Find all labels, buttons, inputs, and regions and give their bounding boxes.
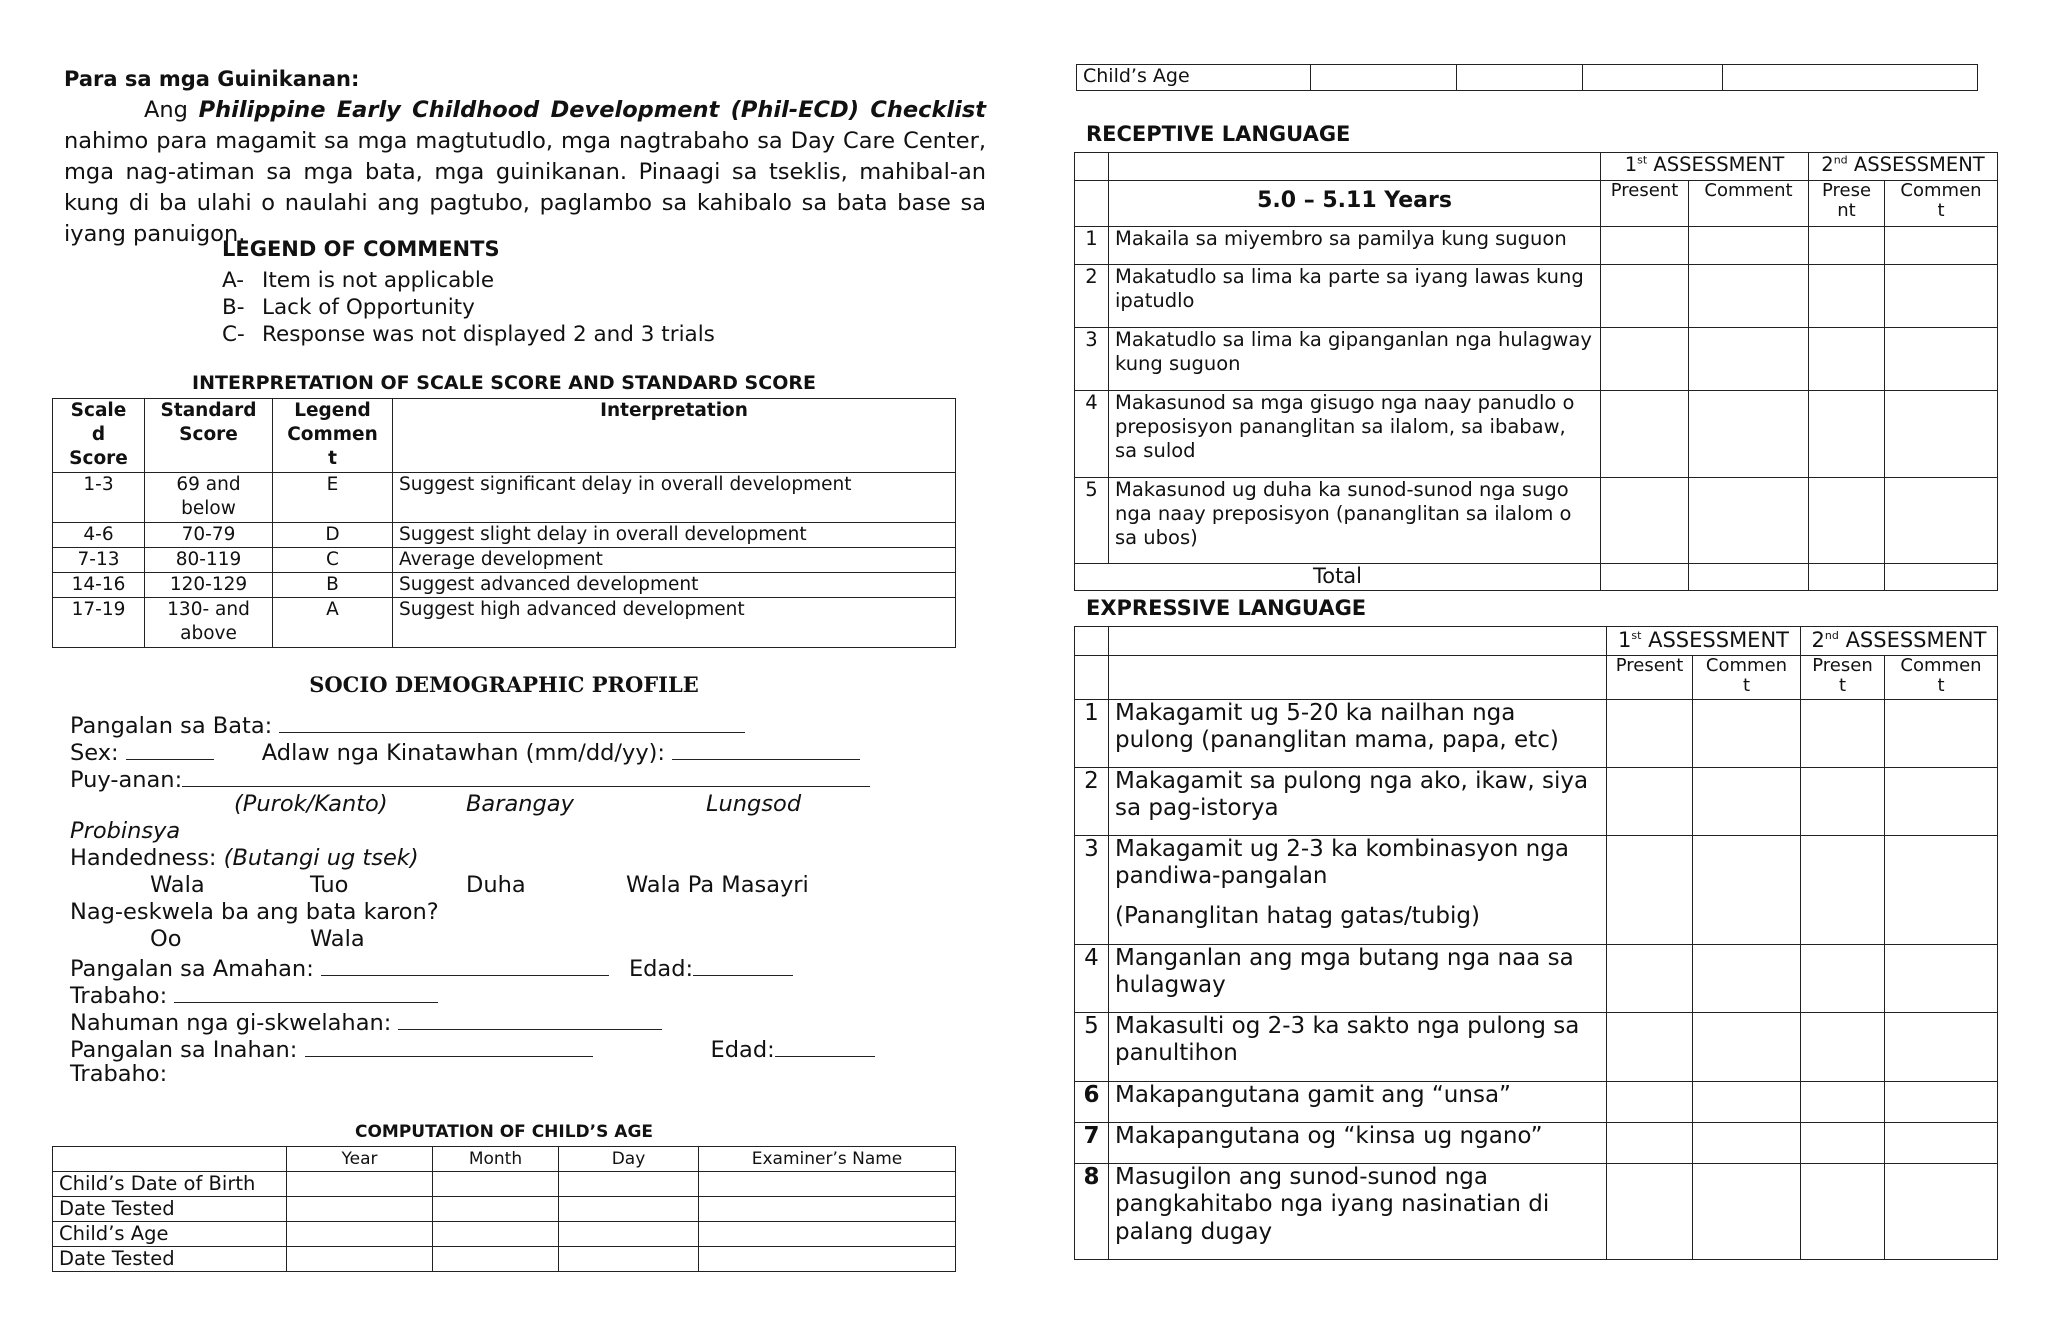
cell[interactable] (287, 1222, 433, 1247)
father-name-field[interactable] (321, 953, 609, 976)
cell: Suggest significant delay in overall development (393, 473, 956, 523)
row-label: Child’s Age (1077, 65, 1311, 91)
first-assessment-header (1607, 627, 1801, 656)
cell: B (273, 573, 393, 598)
cell[interactable] (1809, 564, 1885, 591)
cell[interactable] (699, 1247, 956, 1272)
cell[interactable] (433, 1247, 559, 1272)
comment-header: Comment (1689, 181, 1809, 227)
item-text: Makaila sa miyembro sa pamilya kung suguon (1109, 227, 1601, 265)
cell[interactable] (1693, 1163, 1801, 1259)
cell[interactable] (1689, 478, 1809, 564)
cell[interactable] (1801, 944, 1885, 1012)
cell[interactable] (1693, 1122, 1801, 1163)
present-header: Presen t (1801, 655, 1885, 699)
header-year: Year (287, 1147, 433, 1172)
cell: A (273, 598, 393, 648)
sex-field[interactable] (126, 737, 214, 760)
table-row (1075, 944, 1998, 1012)
ordinal-number: 1 (1618, 628, 1632, 652)
item-text: Makasulti og 2-3 ka sakto nga pulong sa panultihon (1109, 1012, 1607, 1081)
cell[interactable] (1693, 835, 1801, 944)
assessment-label: ASSESSMENT (1648, 628, 1789, 652)
cell[interactable] (1801, 835, 1885, 944)
birthdate-field[interactable] (672, 737, 860, 760)
child-name-label: Pangalan sa Bata: (70, 713, 273, 739)
cell: 4-6 (53, 523, 145, 548)
age-range-header: 5.0 – 5.11 Years (1109, 181, 1601, 227)
cell[interactable] (1885, 265, 1998, 328)
cell[interactable] (1693, 944, 1801, 1012)
table-row (1075, 478, 1998, 564)
item-number: 4 (1075, 391, 1109, 478)
cell[interactable] (1607, 767, 1693, 835)
ordinal-suffix: nd (1824, 629, 1839, 642)
ordinal-suffix: st (1631, 629, 1642, 642)
table-row (1075, 835, 1998, 944)
table-row (53, 598, 956, 648)
birthdate-label: Adlaw nga Kinatawhan (mm/dd/yy): (261, 740, 666, 766)
cell[interactable] (1583, 65, 1723, 91)
table-row (1075, 699, 1998, 767)
cell: 14-16 (53, 573, 145, 598)
item-text-example: (Pananglitan hatag gatas/tubig) (1115, 902, 1480, 929)
cell[interactable] (1693, 767, 1801, 835)
cell[interactable] (1607, 1081, 1693, 1122)
table-row (1075, 328, 1998, 391)
father-age-field[interactable] (693, 953, 793, 976)
interpretation-title: INTERPRETATION OF SCALE SCORE AND STANDARD SCORE (192, 372, 816, 394)
cell[interactable] (1885, 328, 1998, 391)
cell: Average development (393, 548, 956, 573)
cell: C (273, 548, 393, 573)
header-legend-comment: Legend Commen t (273, 399, 393, 473)
table-row (1075, 767, 1998, 835)
cell[interactable] (1601, 265, 1689, 328)
table-row (53, 473, 956, 523)
item-text: Makapangutana gamit ang “unsa” (1109, 1081, 1607, 1122)
cell[interactable] (1457, 65, 1583, 91)
cell[interactable] (1809, 391, 1885, 478)
cell[interactable] (1689, 328, 1809, 391)
cell: 1-3 (53, 473, 145, 523)
cell[interactable] (1607, 1122, 1693, 1163)
computation-table (52, 1146, 956, 1272)
table-row (1075, 1163, 1998, 1259)
expressive-language-title: EXPRESSIVE LANGUAGE (1086, 596, 1367, 620)
comment-header: Commen t (1693, 655, 1801, 699)
item-text: Manganlan ang mga butang nga naa sa hulagway (1109, 944, 1607, 1012)
cell[interactable] (559, 1172, 699, 1197)
lungsod-label: Lungsod (706, 791, 802, 817)
item-number: 5 (1075, 478, 1109, 564)
cell[interactable] (1693, 699, 1801, 767)
legend-text: Item is not applicable (262, 268, 495, 293)
cell[interactable] (433, 1172, 559, 1197)
cell[interactable] (1885, 391, 1998, 478)
hand-option-wala-pa-masayri[interactable]: Wala Pa Masayri (626, 872, 809, 898)
handedness-hint: (Butangi ug tsek) (223, 845, 419, 871)
cell[interactable] (1723, 65, 1978, 91)
item-text: Makagamit ug 5-20 ka nailhan nga pulong (pananglitan mama, papa, etc) (1109, 699, 1607, 767)
table-row (1075, 227, 1998, 265)
cell: Suggest high advanced development (393, 598, 956, 648)
legend-text: Lack of Opportunity (262, 295, 475, 320)
table-row (1075, 1012, 1998, 1081)
ordinal-suffix: nd (1833, 153, 1848, 167)
item-number: 3 (1075, 328, 1109, 391)
cell[interactable] (1693, 1081, 1801, 1122)
intro-lead: Ang (144, 97, 188, 123)
item-number: 2 (1075, 265, 1109, 328)
cell[interactable] (699, 1172, 956, 1197)
school-option-oo[interactable]: Oo (150, 926, 182, 952)
childs-age-row (1076, 64, 1978, 91)
cell[interactable] (699, 1197, 956, 1222)
intro-paragraph (64, 95, 986, 250)
cell[interactable] (1689, 265, 1809, 328)
ordinal-number: 1 (1624, 153, 1638, 176)
receptive-language-table (1074, 152, 1998, 591)
legend-of-comments (222, 236, 715, 348)
child-name-field[interactable] (279, 710, 745, 733)
cell[interactable] (1885, 835, 1998, 944)
item-number: 2 (1075, 767, 1109, 835)
cell[interactable] (1801, 1012, 1885, 1081)
legend-item (222, 267, 715, 294)
legend-key: B- (222, 295, 245, 320)
assessment-label: ASSESSMENT (1853, 153, 1985, 176)
table-row (53, 573, 956, 598)
cell[interactable] (1607, 1012, 1693, 1081)
mother-name-field[interactable] (305, 1034, 593, 1057)
legend-text: Response was not displayed 2 and 3 trials (262, 322, 715, 347)
header-scaled-score: Scale d Score (53, 399, 145, 473)
table-row (53, 1222, 956, 1247)
address-field[interactable] (182, 764, 870, 787)
father-age-label: Edad: (628, 956, 694, 982)
item-number: 5 (1075, 1012, 1109, 1081)
present-header: Present (1607, 655, 1693, 699)
cell[interactable] (287, 1172, 433, 1197)
intro-heading: Para sa mga Guinikanan: (64, 67, 360, 91)
cell[interactable] (559, 1222, 699, 1247)
cell[interactable] (1689, 391, 1809, 478)
cell (1075, 153, 1109, 181)
assessment-label: ASSESSMENT (1653, 153, 1785, 176)
school-question: Nag-eskwela ba ang bata karon? (70, 899, 439, 925)
cell[interactable] (1885, 1163, 1998, 1259)
item-text-main: Makagamit ug 2-3 ka kombinasyon nga pandiwa-pangalan (1115, 835, 1569, 889)
table-row (1075, 1081, 1998, 1122)
hand-option-tuo[interactable]: Tuo (310, 872, 349, 898)
cell (1109, 627, 1607, 656)
cell: 7-13 (53, 548, 145, 573)
mother-age-field[interactable] (775, 1034, 875, 1057)
interpretation-table (52, 398, 956, 648)
cell[interactable] (1801, 699, 1885, 767)
education-label: Nahuman nga gi-skwelahan: (70, 1010, 392, 1036)
present-header: Prese nt (1809, 181, 1885, 227)
receptive-language-title: RECEPTIVE LANGUAGE (1086, 122, 1351, 146)
cell[interactable] (1801, 1122, 1885, 1163)
row-label: Date Tested (53, 1247, 287, 1272)
cell[interactable] (1311, 65, 1457, 91)
cell: 120-129 (145, 573, 273, 598)
cell: E (273, 473, 393, 523)
cell[interactable] (1885, 1081, 1998, 1122)
intro-body: nahimo para magamit sa mga magtutudlo, mga nagtrabaho sa Day Care Center, mga nag-atiman sa mga bata, mga guinikanan. Pinaagi sa tseklis, mahibal-an kung di ba ulahi o naulahi ang pagtubo, paglambo sa kahibalo sa bata base sa iyang panuigon. (64, 128, 986, 247)
cell: 69 and below (145, 473, 273, 523)
cell[interactable] (1885, 1012, 1998, 1081)
cell: 130- and above (145, 598, 273, 648)
cell (1075, 181, 1109, 227)
item-text: Makatudlo sa lima ka gipanganlan nga hulagway kung suguon (1109, 328, 1601, 391)
header-month: Month (433, 1147, 559, 1172)
table-row (1075, 391, 1998, 478)
cell[interactable] (699, 1222, 956, 1247)
cell[interactable] (1885, 564, 1998, 591)
header-standard-score: Standard Score (145, 399, 273, 473)
expressive-language-table (1074, 626, 1998, 1260)
cell[interactable] (1809, 227, 1885, 265)
total-row (1075, 564, 1998, 591)
cell[interactable] (1801, 1163, 1885, 1259)
cell[interactable] (1809, 478, 1885, 564)
checklist-title: Philippine Early Childhood Development (Phil-ECD) Checklist (198, 97, 986, 123)
cell[interactable] (1885, 1122, 1998, 1163)
job-label: Trabaho: (70, 983, 168, 1009)
cell (1109, 153, 1601, 181)
second-assessment-header (1809, 153, 1998, 181)
cell[interactable] (1601, 391, 1689, 478)
cell[interactable] (1601, 564, 1689, 591)
cell[interactable] (1809, 328, 1885, 391)
header-examiner: Examiner’s Name (699, 1147, 956, 1172)
header-blank (53, 1147, 287, 1172)
intro-section (64, 64, 986, 250)
cell[interactable] (559, 1197, 699, 1222)
job-field[interactable] (174, 980, 438, 1003)
cell[interactable] (1801, 1081, 1885, 1122)
header-interpretation: Interpretation (393, 399, 956, 473)
cell[interactable] (1607, 699, 1693, 767)
total-label: Total (1075, 564, 1601, 591)
cell[interactable] (1885, 767, 1998, 835)
mother-job-label: Trabaho: (70, 1061, 168, 1087)
cell: 70-79 (145, 523, 273, 548)
school-option-wala[interactable]: Wala (310, 926, 365, 952)
item-text: Masugilon ang sunod-sunod nga pangkahitabo nga iyang nasinatian di palang dugay (1109, 1163, 1607, 1259)
legend-key: C- (222, 322, 245, 347)
first-assessment-header (1601, 153, 1809, 181)
barangay-label: Barangay (466, 791, 574, 817)
cell[interactable] (433, 1222, 559, 1247)
cell[interactable] (1689, 564, 1809, 591)
item-number: 4 (1075, 944, 1109, 1012)
cell[interactable] (1885, 478, 1998, 564)
assessment-label: ASSESSMENT (1845, 628, 1987, 652)
mother-age-label: Edad: (710, 1037, 775, 1063)
cell[interactable] (1885, 699, 1998, 767)
cell[interactable] (287, 1247, 433, 1272)
probinsya-label: Probinsya (70, 818, 181, 844)
item-text: Makasunod sa mga gisugo nga naay panudlo o preposisyon pananglitan sa ilalom, sa ibabaw, sa sulod (1109, 391, 1601, 478)
cell[interactable] (1885, 944, 1998, 1012)
cell[interactable] (1601, 328, 1689, 391)
cell[interactable] (1689, 227, 1809, 265)
hand-option-wala[interactable]: Wala (150, 872, 205, 898)
cell: 80-119 (145, 548, 273, 573)
cell (1075, 627, 1109, 656)
item-text (1109, 835, 1607, 944)
comment-header: Commen t (1885, 655, 1998, 699)
item-number: 7 (1075, 1122, 1109, 1163)
item-number: 1 (1075, 227, 1109, 265)
table-row (53, 523, 956, 548)
sex-label: Sex: (70, 740, 119, 766)
cell[interactable] (1607, 1163, 1693, 1259)
cell: Suggest slight delay in overall development (393, 523, 956, 548)
cell[interactable] (1801, 767, 1885, 835)
table-row (53, 1172, 956, 1197)
item-text: Makatudlo sa lima ka parte sa iyang lawas kung ipatudlo (1109, 265, 1601, 328)
cell[interactable] (1601, 227, 1689, 265)
legend-item (222, 321, 715, 348)
legend-item (222, 294, 715, 321)
address-label: Puy-anan: (70, 767, 183, 793)
table-row (53, 1247, 956, 1272)
row-label: Child’s Age (53, 1222, 287, 1247)
item-number: 6 (1075, 1081, 1109, 1122)
computation-title: COMPUTATION OF CHILD’S AGE (354, 1122, 654, 1142)
cell[interactable] (433, 1197, 559, 1222)
ordinal-number: 2 (1821, 153, 1834, 176)
comment-header: Commen t (1885, 181, 1998, 227)
table-row (1075, 1122, 1998, 1163)
father-name-label: Pangalan sa Amahan: (70, 956, 314, 982)
item-text: Makasunod ug duha ka sunod-sunod nga sugo nga naay preposisyon (pananglitan sa ilalom o sa ubos) (1109, 478, 1601, 564)
present-header: Present (1601, 181, 1689, 227)
cell[interactable] (1693, 1012, 1801, 1081)
cell: Suggest advanced development (393, 573, 956, 598)
cell[interactable] (1885, 227, 1998, 265)
cell: D (273, 523, 393, 548)
cell[interactable] (1601, 478, 1689, 564)
cell (1075, 655, 1109, 699)
cell[interactable] (1607, 835, 1693, 944)
cell: 17-19 (53, 598, 145, 648)
item-number: 8 (1075, 1163, 1109, 1259)
handedness-label: Handedness: (70, 845, 217, 871)
legend-key: A- (222, 268, 244, 293)
cell[interactable] (1607, 944, 1693, 1012)
socio-demographic-title: SOCIO DEMOGRAPHIC PROFILE (309, 672, 699, 697)
cell[interactable] (287, 1197, 433, 1222)
item-text: Makagamit sa pulong nga ako, ikaw, siya sa pag-istorya (1109, 767, 1607, 835)
socio-demographic-form (70, 710, 970, 1087)
table-row (53, 548, 956, 573)
cell[interactable] (559, 1247, 699, 1272)
cell[interactable] (1809, 265, 1885, 328)
table-row (53, 1197, 956, 1222)
item-number: 3 (1075, 835, 1109, 944)
cell (1109, 655, 1607, 699)
header-day: Day (559, 1147, 699, 1172)
education-field[interactable] (398, 1007, 662, 1030)
hand-option-duha[interactable]: Duha (466, 872, 526, 898)
purok-label: (Purok/Kanto) (234, 791, 388, 817)
mother-name-label: Pangalan sa Inahan: (70, 1037, 298, 1063)
ordinal-number: 2 (1811, 628, 1825, 652)
item-number: 1 (1075, 699, 1109, 767)
ordinal-suffix: st (1637, 153, 1648, 167)
legend-title: LEGEND OF COMMENTS (222, 237, 500, 261)
item-text: Makapangutana og “kinsa ug ngano” (1109, 1122, 1607, 1163)
table-row (1075, 265, 1998, 328)
row-label: Date Tested (53, 1197, 287, 1222)
row-label: Child’s Date of Birth (53, 1172, 287, 1197)
second-assessment-header (1801, 627, 1998, 656)
